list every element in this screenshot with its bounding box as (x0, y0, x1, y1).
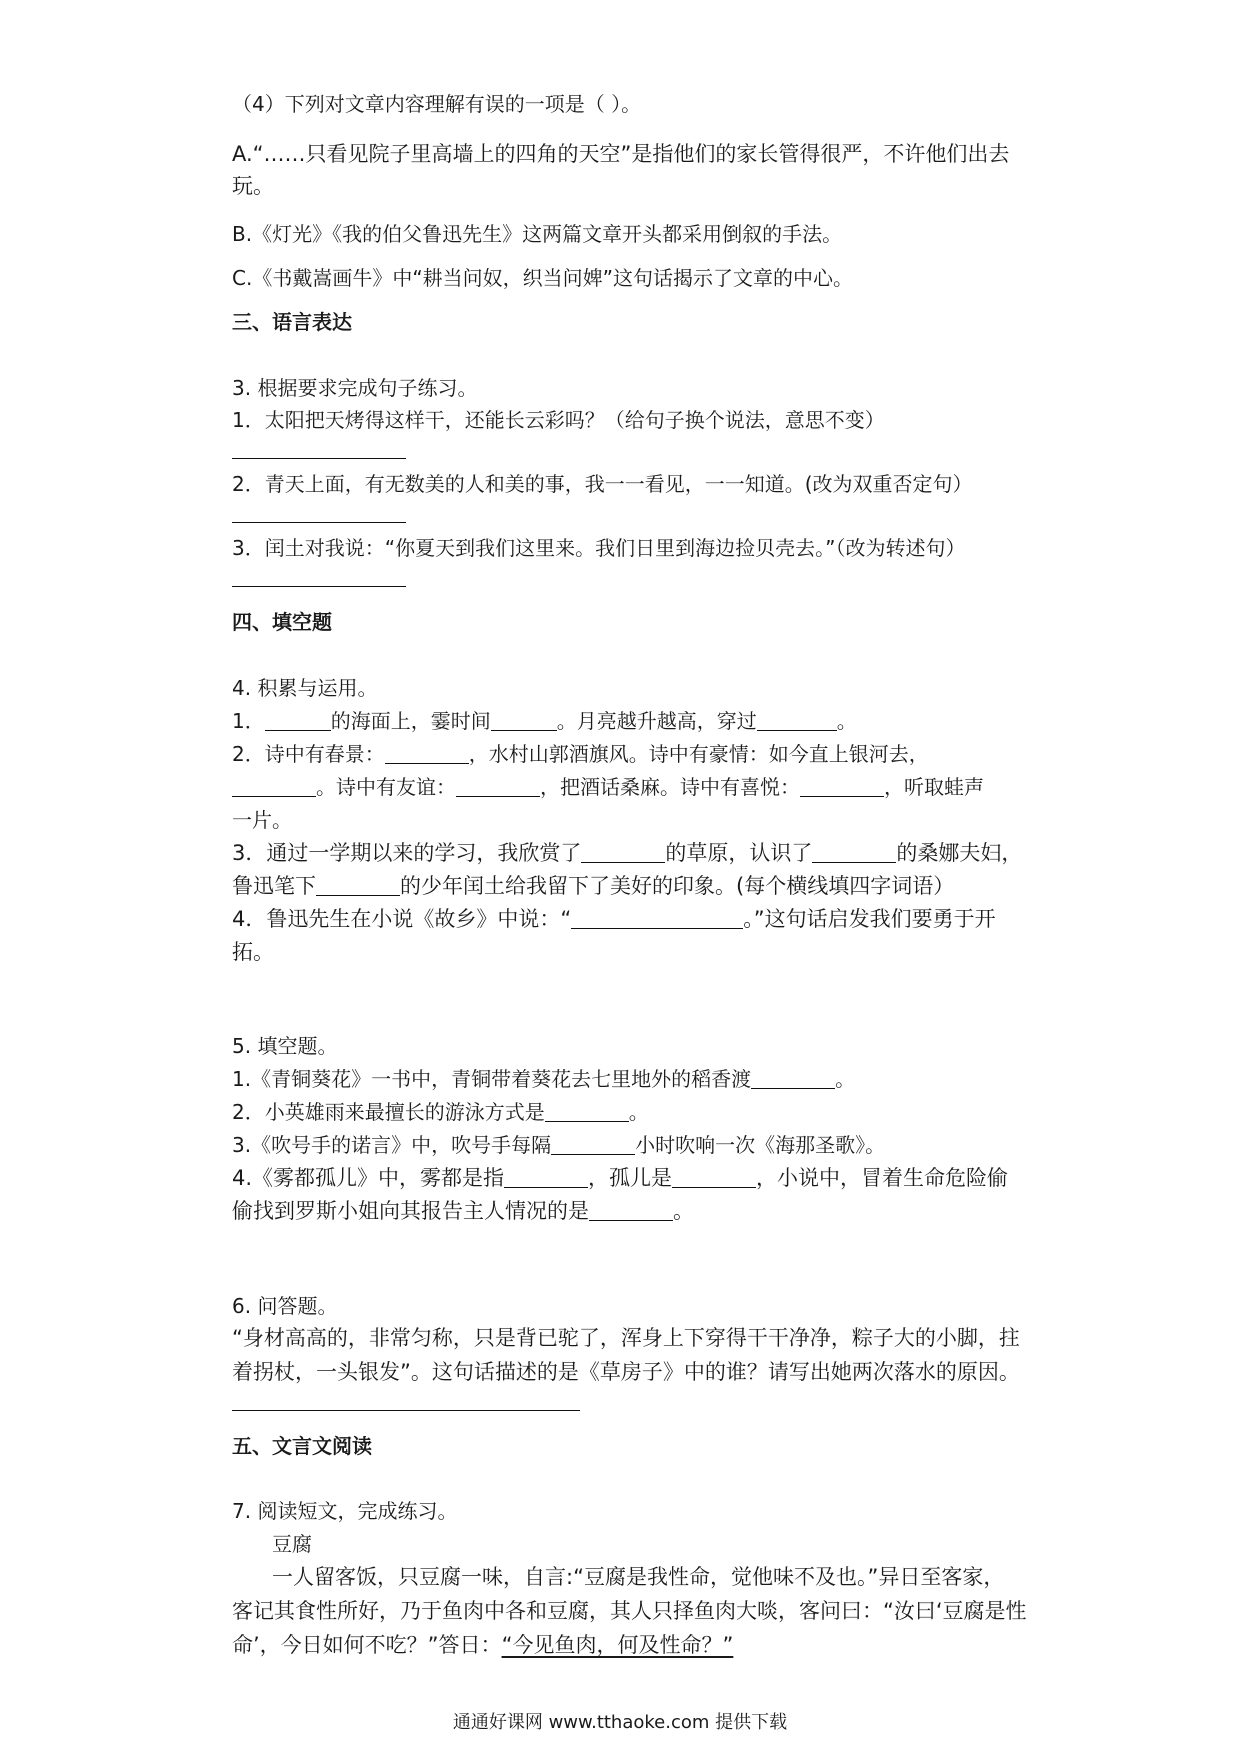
blank[interactable] (551, 1132, 635, 1155)
q3-answer-line-2[interactable] (232, 522, 406, 523)
blank[interactable] (232, 774, 316, 797)
blank[interactable] (491, 708, 557, 731)
blank[interactable] (545, 1099, 629, 1122)
section4-heading: 四、填空题 (232, 610, 332, 634)
q5-item-3: 3.《吹号手的诺言》中，吹号手每隔 小时吹响一次《海那圣歌》。 (232, 1133, 886, 1157)
blank[interactable] (265, 708, 331, 731)
q6-line1: “身材高高的，非常匀称，只是背已驼了，浑身上下穿得干干净净，粽子大的小脚，拄 (232, 1326, 1020, 1350)
q2-4-option-a-line2: 玩。 (232, 174, 274, 198)
q6-line2: 着拐杖，一头银发”。这句话描述的是《草房子》中的谁？请写出她两次落水的原因。 (232, 1360, 1020, 1384)
article-title: 豆腐 (272, 1532, 312, 1556)
article-paragraph-line2: 客记其食性所好，乃于鱼肉中各和豆腐，其人只择鱼肉大啖，客问曰：“汝曰‘豆腐是性 (232, 1599, 1027, 1623)
q6-title: 6. 问答题。 (232, 1294, 338, 1318)
q7-title: 7. 阅读短文，完成练习。 (232, 1499, 458, 1523)
section3-heading: 三、语言表达 (232, 310, 352, 334)
footer-credit: 通通好课网 www.tthaoke.com 提供下载 (452, 1712, 788, 1733)
q3-item-2: 2．青天上面，有无数美的人和美的事，我一一看见，一一知道。(改为双重否定句） (232, 472, 973, 496)
q4-item-2-line1: 2．诗中有春景： ，水村山郭酒旗风。诗中有豪情：如今直上银河去， (232, 742, 929, 766)
blank[interactable] (589, 1198, 673, 1221)
blank[interactable] (757, 708, 837, 731)
blank[interactable] (812, 840, 896, 863)
q3-answer-line-3[interactable] (232, 586, 406, 587)
q3-title: 3. 根据要求完成句子练习。 (232, 376, 478, 400)
q4-item-4-line1: 4．鲁迅先生在小说《故乡》中说：“ 。”这句话启发我们要勇于开 (232, 907, 996, 931)
q6-answer-line[interactable] (232, 1410, 580, 1411)
blank[interactable] (456, 774, 540, 797)
blank[interactable] (751, 1066, 835, 1089)
q5-title: 5. 填空题。 (232, 1034, 338, 1058)
blank[interactable] (385, 741, 469, 764)
q4-item-3-line2: 鲁迅笔下 的少年闰土给我留下了美好的印象。(每个横线填四字词语） (232, 874, 955, 898)
q4-item-3-line1: 3．通过一学期以来的学习，我欣赏了 的草原，认识了 的桑娜夫妇， (232, 841, 1023, 865)
q5-item-4-line1: 4.《雾都孤儿》中，雾都是指 ，孤儿是 ，小说中，冒着生命危险偷 (232, 1166, 1009, 1190)
q2-4-option-c: C.《书戴嵩画牛》中“耕当问奴，织当问婢”这句话揭示了文章的中心。 (232, 266, 854, 290)
q4-item-1: 1． 的海面上，霎时间 。月亮越升越高，穿过 。 (232, 709, 857, 733)
q2-4-option-b: B.《灯光》《我的伯父鲁迅先生》这两篇文章开头都采用倒叙的手法。 (232, 222, 843, 246)
q5-item-2: 2．小英雄雨来最擅长的游泳方式是 。 (232, 1100, 649, 1124)
blank[interactable] (672, 1165, 756, 1188)
q5-item-4-line2: 偷找到罗斯小姐向其报告主人情况的是 。 (232, 1199, 694, 1223)
blank[interactable] (504, 1165, 588, 1188)
blank[interactable] (316, 873, 400, 896)
article-paragraph-line1: 一人留客饭，只豆腐一味，自言:“豆腐是我性命，觉他味不及也。”异日至客家， (272, 1565, 1005, 1589)
section5-heading: 五、文言文阅读 (232, 1434, 372, 1458)
blank[interactable] (581, 840, 665, 863)
q3-item-3: 3．闰土对我说：“你夏天到我们这里来。我们日里到海边捡贝壳去。”（改为转述句） (232, 536, 966, 560)
q4-item-2-line2: 。诗中有友谊： ，把酒话桑麻。诗中有喜悦： ，听取蛙声 (232, 771, 984, 803)
article-paragraph-line3: 命’，今日如何不吃？”答日：“今见鱼肉，何及性命？” (232, 1633, 734, 1657)
q4-item-4-line2: 拓。 (232, 940, 274, 964)
q5-item-1: 1.《青铜葵花》一书中，青铜带着葵花去七里地外的稻香渡 。 (232, 1067, 856, 1091)
blank[interactable] (571, 906, 743, 929)
underlined-sentence: “今见鱼肉，何及性命？” (501, 1633, 734, 1657)
q3-answer-line-1[interactable] (232, 458, 406, 459)
q2-4-stem: （4）下列对文章内容理解有误的一项是（ ）。 (232, 92, 642, 116)
q3-item-1: 1．太阳把天烤得这样干，还能长云彩吗？（给句子换个说法，意思不变） (232, 408, 885, 432)
q4-title: 4. 积累与运用。 (232, 676, 378, 700)
q2-4-option-a-line1: A.“……只看见院子里高墙上的四角的天空”是指他们的家长管得很严，不许他们出去 (232, 142, 1010, 166)
q4-item-2-line3: 一片。 (232, 808, 292, 832)
blank[interactable] (800, 774, 884, 797)
